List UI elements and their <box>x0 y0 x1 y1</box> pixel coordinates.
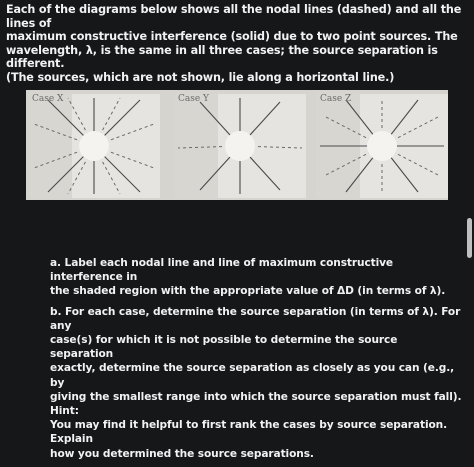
case-z-lines <box>316 94 448 198</box>
case-y-lines <box>174 94 306 198</box>
case-y-diagram <box>174 94 306 198</box>
question-b-line-1: b. For each case, determine the source separation (in terms of λ). For any <box>50 305 461 332</box>
intro-line-1: Each of the diagrams below shows all the nodal lines (dashed) and all the lines of <box>6 3 462 30</box>
case-z-label: Case Z <box>320 94 352 104</box>
question-a <box>50 256 462 299</box>
intro-line-3: wavelength, λ, is the same in all three cases; the source separation is different. <box>6 43 438 71</box>
question-a-line-1: a. Label each nodal line and line of maximum constructive interference in <box>50 257 394 284</box>
questions <box>50 256 462 467</box>
case-x-label: Case X <box>32 94 64 104</box>
question-b-line-2: case(s) for which it is not possible to determine the source separation <box>50 334 398 361</box>
question-b-line-5: You may find it helpful to first rank the cases by source separation. Explain <box>50 419 448 446</box>
question-b-line-6: how you determined the source separations. <box>50 447 314 460</box>
intro-line-4: (The sources, which are not shown, lie along a horizontal line.) <box>6 70 395 84</box>
scrollbar-thumb[interactable] <box>467 218 472 258</box>
case-x-lines <box>28 94 160 198</box>
question-b-line-4: giving the smallest range into which the source separation must fall). Hint: <box>50 390 462 418</box>
problem-intro <box>6 3 468 85</box>
case-z-diagram <box>316 94 448 198</box>
question-a-line-2: the shaded region with the appropriate value of ΔD (in terms of λ). <box>50 285 446 298</box>
case-y-label: Case Y <box>178 94 209 104</box>
case-x-diagram <box>28 94 160 198</box>
question-b <box>50 305 462 461</box>
intro-line-2: maximum constructive interference (solid) due to two point sources. The <box>6 30 458 44</box>
interference-diagrams <box>26 90 448 200</box>
question-b-line-3: exactly, determine the source separation as closely as you can (e.g., by <box>50 362 455 389</box>
